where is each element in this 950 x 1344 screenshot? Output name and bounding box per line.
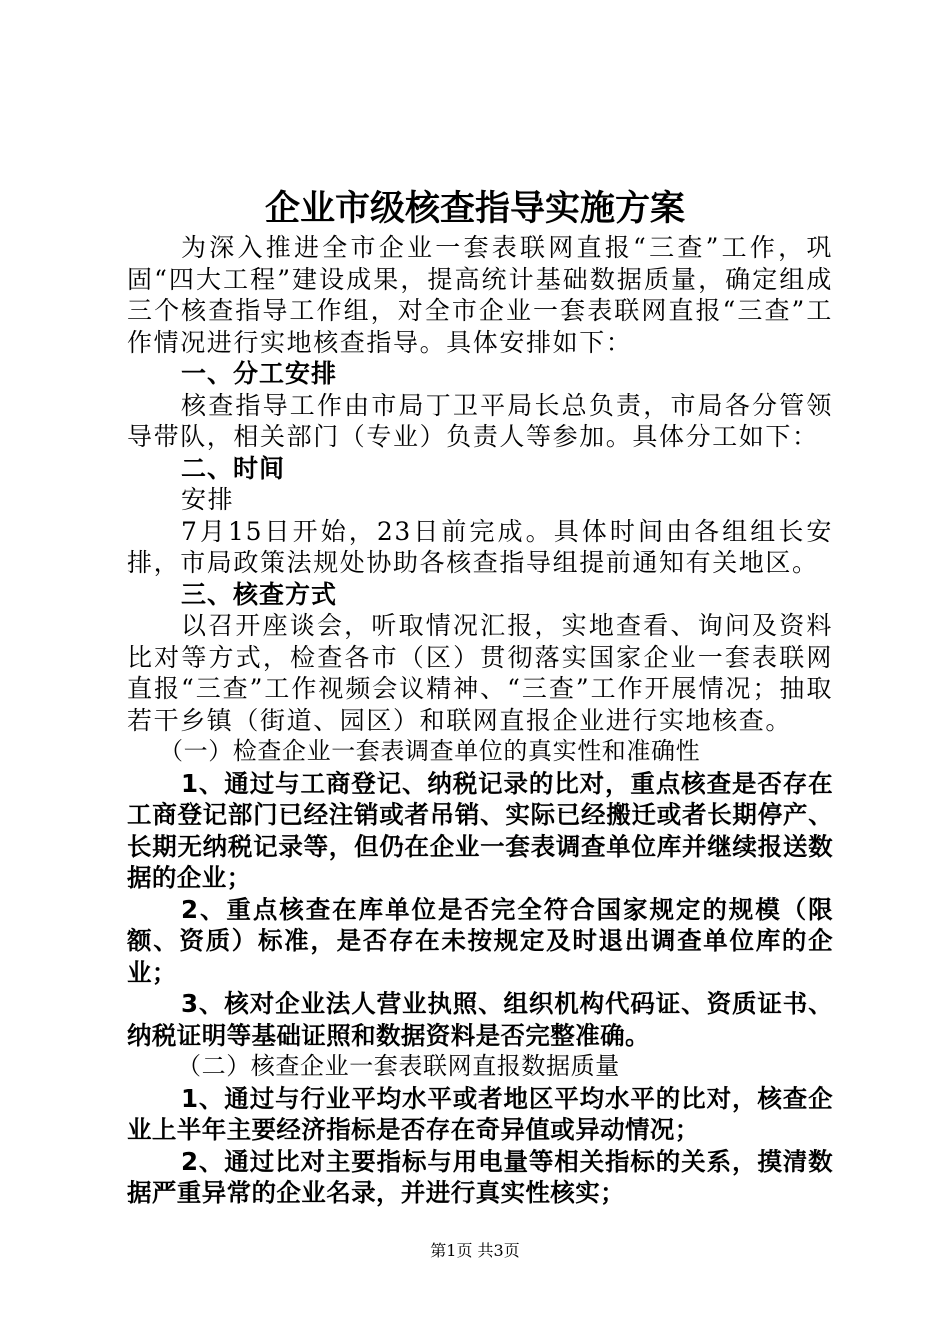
- document-body: [127, 232, 833, 1209]
- quality-item-1: 1、通过与行业平均水平或者地区平均水平的比对，核查企业上半年主要经济指标是否存在奇异值或异动情况；: [127, 1083, 833, 1144]
- units-item-1: 1、通过与工商登记、纳税记录的比对，重点核查是否存在工商登记部门已经注销或者吊销、实际已经搬迁或者长期停产、长期无纳税记录等，但仍在企业一套表调查单位库并继续报送数据的企业；: [127, 768, 833, 892]
- intro-paragraph: 为深入推进全市企业一套表联网直报“三查”工作，巩固“四大工程”建设成果，提高统计基础数据质量，确定组成三个核查指导工作组，对全市企业一套表联网直报“三查”工作情况进行实地核查指导。具体安排如下：: [127, 233, 833, 357]
- time-sub-label: 安排: [181, 485, 235, 514]
- quality-item-2: 2、通过比对主要指标与用电量等相关指标的关系，摸清数据严重异常的企业名录，并进行真实性核实；: [127, 1146, 833, 1207]
- units-item-2: 2、重点核查在库单位是否完全符合国家规定的规模（限额、资质）标准，是否存在未按规定及时退出调查单位库的企业；: [127, 894, 833, 987]
- section-heading-method: 三、核查方式: [181, 579, 338, 609]
- subsection-heading-quality: （二）核查企业一套表联网直报数据质量: [177, 1052, 620, 1080]
- units-item-3: 3、核对企业法人营业执照、组织机构代码证、资质证书、纳税证明等基础证照和数据资料是否完整准确。: [127, 989, 833, 1050]
- subsection-heading-units: （一）检查企业一套表调查单位的真实性和准确性: [159, 737, 701, 765]
- time-paragraph: 7月15日开始，23日前完成。具体时间由各组组长安排，市局政策法规处协助各核查指导组提前通知有关地区。: [127, 516, 833, 577]
- section-heading-time: 二、时间: [181, 453, 286, 483]
- division-paragraph: 核查指导工作由市局丁卫平局长总负责，市局各分管领导带队，相关部门（专业）负责人等参加。具体分工如下：: [127, 390, 833, 451]
- document-title: 企业市级核查指导实施方案: [264, 188, 685, 229]
- page-footer: 第1页 共3页: [430, 1241, 520, 1260]
- section-heading-division: 一、分工安排: [181, 359, 338, 388]
- method-paragraph: 以召开座谈会，听取情况汇报，实地查看、询问及资料比对等方式，检查各市（区）贯彻落实国家企业一套表联网直报“三查”工作视频会议精神、“三查”工作开展情况；抽取若干乡镇（街道、园区）和联网直报企业进行实地核查。: [127, 611, 833, 735]
